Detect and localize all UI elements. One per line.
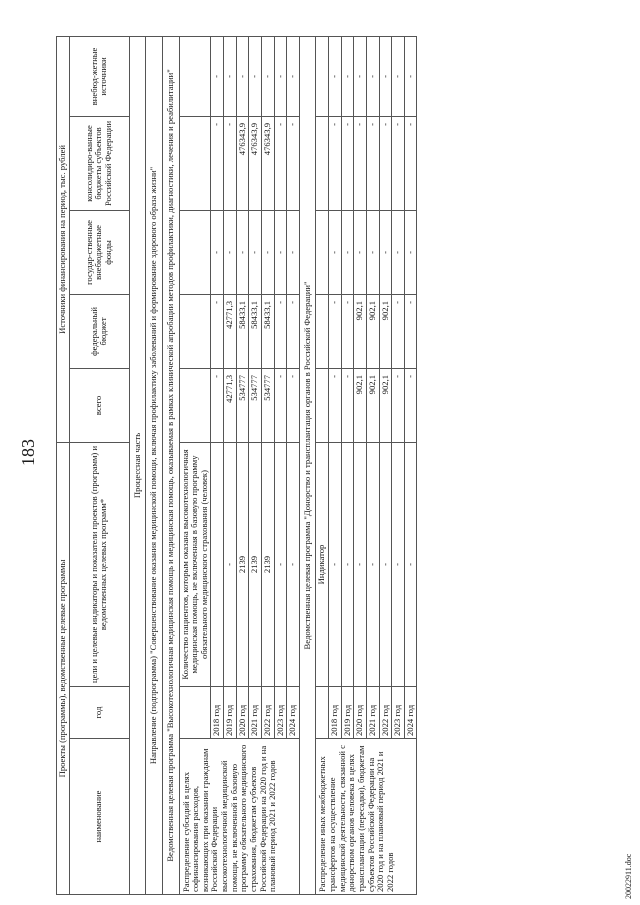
row2-federal-cell: - <box>404 294 417 368</box>
row2-state-funds-cell: - <box>392 210 405 294</box>
row2-offbudget-cell: - <box>379 36 392 116</box>
row1-state-funds-cell: - <box>224 210 237 294</box>
row2-ind-cell: - <box>366 442 379 686</box>
row2-total-cell: - <box>329 368 342 442</box>
row2-ind-cell: - <box>354 442 367 686</box>
row2-year-cell: 2018 год <box>329 687 342 739</box>
row1-state-funds-cell: - <box>287 210 300 294</box>
row1-ind-cell: - <box>224 442 237 686</box>
row2-regional-cell: - <box>379 116 392 210</box>
file-name-footer: 20022911.doc <box>624 853 633 899</box>
row1-offbudget-cell: - <box>211 36 224 116</box>
row2-state-funds-cell: - <box>366 210 379 294</box>
row2-year-cell: 2020 год <box>354 687 367 739</box>
row2-federal-cell: - <box>329 294 342 368</box>
col-federal-header: федеральный бюджет <box>69 294 129 368</box>
row1-year-cell: 2020 год <box>236 687 249 739</box>
row1-ind-cell: - <box>287 442 300 686</box>
row1-year-cell: 2021 год <box>249 687 262 739</box>
row2-total-cell: 902,1 <box>379 368 392 442</box>
row2-ind-cell: - <box>379 442 392 686</box>
row1-regional-cell: - <box>224 116 237 210</box>
row2-federal-cell: 902,1 <box>366 294 379 368</box>
row1-state-funds-cell: - <box>249 210 262 294</box>
row1-regional-cell: - <box>274 116 287 210</box>
row1-state-funds-cell: - <box>274 210 287 294</box>
col-goals-header: цели и целевые индикаторы и показатели проектов (программ) и ведомственных целевых программ* <box>69 442 129 686</box>
row1-offbudget-cell: - <box>274 36 287 116</box>
row1-ind-cell: - <box>274 442 287 686</box>
row1-name: Распределение субсидий в целях софинансирования расходов, возникающих при оказании гражданам Российской Федерации высокотехнологичной медицинской помощи, не включенной в базовую программу обязательного медицинского страхования, бюджетам субъектов Российской Федерации на 2020 год и на плановый период 2021 и 2022 годов <box>179 739 299 895</box>
row1-ind-cell: 2139 <box>249 442 262 686</box>
row2-state-funds-cell: - <box>404 210 417 294</box>
row2-regional-cell: - <box>392 116 405 210</box>
row2-ind-cell: - <box>341 442 354 686</box>
row2-offbudget-cell: - <box>404 36 417 116</box>
row1-ind-cell: 2139 <box>261 442 274 686</box>
row1-offbudget-cell: - <box>236 36 249 116</box>
row1-total-cell: 42771,3 <box>224 368 237 442</box>
row1-year-cell: 2024 год <box>287 687 300 739</box>
row2-ind-cell: - <box>392 442 405 686</box>
row1-federal-cell: 58433,1 <box>249 294 262 368</box>
row1-year-cell: 2023 год <box>274 687 287 739</box>
row2-regional-cell: - <box>329 116 342 210</box>
row2-name: Распределение иных межбюджетных трансфертов на осуществление медицинской деятельности, связанной с донорством органов человека в целях трансплантации (пересадки), бюджетам субъектов Российской Федерации на 2020 год и на плановый период 2021 и 2022 годов <box>316 739 417 895</box>
funding-group-header: Источники финансирования на период, тыс. рублей <box>57 36 70 442</box>
row2-state-funds-cell: - <box>354 210 367 294</box>
row2-indicator: Индикатор <box>316 442 329 686</box>
row2-total-cell: - <box>404 368 417 442</box>
row2-state-funds-cell: - <box>379 210 392 294</box>
row2-offbudget-cell: - <box>341 36 354 116</box>
program2-band: Ведомственная целевая программа "Донорство и трансплантация органов в Российской Федерации" <box>299 36 316 894</box>
row1-total-cell: 534777 <box>236 368 249 442</box>
row1-federal-cell: 42771,3 <box>224 294 237 368</box>
row1-year-cell: 2018 год <box>211 687 224 739</box>
row1-federal-cell: - <box>274 294 287 368</box>
row2-total-cell: 902,1 <box>366 368 379 442</box>
row1-state-funds-cell: - <box>211 210 224 294</box>
row2-regional-cell: - <box>404 116 417 210</box>
page-number: 183 <box>18 439 38 466</box>
row1-offbudget-cell: - <box>249 36 262 116</box>
row1-federal-cell: 58433,1 <box>236 294 249 368</box>
direction-band: Направление (подпрограмма) "Совершенствование оказания медицинской помощи, включая профилактику заболеваний и формирование здорового образа жизни" <box>146 36 163 894</box>
row1-total-cell: 534777 <box>249 368 262 442</box>
row1-total-cell: - <box>287 368 300 442</box>
col-name-header: наименование <box>69 739 129 895</box>
row1-indicator: Количество пациентов, которым оказана высокотехнологичная медицинская помощь, не включенная в базовую программу обязательного медицинского страхования (человек) <box>179 442 211 686</box>
col-offbudget-header: внебюд-жетные источники <box>69 36 129 116</box>
row2-federal-cell: 902,1 <box>379 294 392 368</box>
row1-state-funds-cell: - <box>236 210 249 294</box>
row2-total-cell: 902,1 <box>354 368 367 442</box>
row1-ind-cell: 2139 <box>236 442 249 686</box>
row2-total-cell: - <box>392 368 405 442</box>
row2-year-cell: 2021 год <box>366 687 379 739</box>
row1-federal-cell: - <box>287 294 300 368</box>
col-total-header: всего <box>69 368 129 442</box>
row2-offbudget-cell: - <box>392 36 405 116</box>
row2-year-cell: 2024 год <box>404 687 417 739</box>
row1-regional-cell: - <box>211 116 224 210</box>
row1-total-cell: - <box>274 368 287 442</box>
row2-federal-cell: - <box>341 294 354 368</box>
col-state-funds-header: государ-ственные внебюджетные фонды <box>69 210 129 294</box>
program1-band: Ведомственная целевая программа "Высокотехнологичная медицинская помощь и медицинская помощь, оказываемая в рамках клинической апробации методов профилактики, диагностики, лечения и реабилитации" <box>162 36 179 894</box>
row2-year-cell: 2022 год <box>379 687 392 739</box>
row2-federal-cell: 902,1 <box>354 294 367 368</box>
row1-federal-cell: - <box>211 294 224 368</box>
row2-offbudget-cell: - <box>354 36 367 116</box>
row1-total-cell: - <box>211 368 224 442</box>
row1-regional-cell: 476343,9 <box>249 116 262 210</box>
row2-offbudget-cell: - <box>329 36 342 116</box>
row2-state-funds-cell: - <box>329 210 342 294</box>
row1-regional-cell: 476343,9 <box>236 116 249 210</box>
row2-ind-cell: - <box>404 442 417 686</box>
row1-year-cell: 2019 год <box>224 687 237 739</box>
row1-offbudget-cell: - <box>287 36 300 116</box>
row2-regional-cell: - <box>341 116 354 210</box>
row2-offbudget-cell: - <box>366 36 379 116</box>
row1-regional-cell: - <box>287 116 300 210</box>
row1-state-funds-cell: - <box>261 210 274 294</box>
process-part-band: Процессная часть <box>129 36 146 894</box>
row1-ind-cell <box>211 442 224 686</box>
row2-ind-cell: - <box>329 442 342 686</box>
row2-federal-cell: - <box>392 294 405 368</box>
row1-offbudget-cell: - <box>261 36 274 116</box>
row1-total-cell: 534777 <box>261 368 274 442</box>
row2-total-cell: - <box>341 368 354 442</box>
row2-state-funds-cell: - <box>341 210 354 294</box>
row1-offbudget-cell: - <box>224 36 237 116</box>
row2-regional-cell: - <box>354 116 367 210</box>
row1-year-cell: 2022 год <box>261 687 274 739</box>
funding-table <box>56 36 417 895</box>
row2-regional-cell: - <box>366 116 379 210</box>
row1-regional-cell: 476343,9 <box>261 116 274 210</box>
col-year-header: год <box>69 687 129 739</box>
row2-year-cell: 2019 год <box>341 687 354 739</box>
projects-group-header: Проекты (программы), ведомственные целевые программы <box>57 442 70 894</box>
row1-federal-cell: 58433,1 <box>261 294 274 368</box>
col-regional-header: консолидиро-ванные бюджеты субъектов Российской Федерации <box>69 116 129 210</box>
row2-year-cell: 2023 год <box>392 687 405 739</box>
